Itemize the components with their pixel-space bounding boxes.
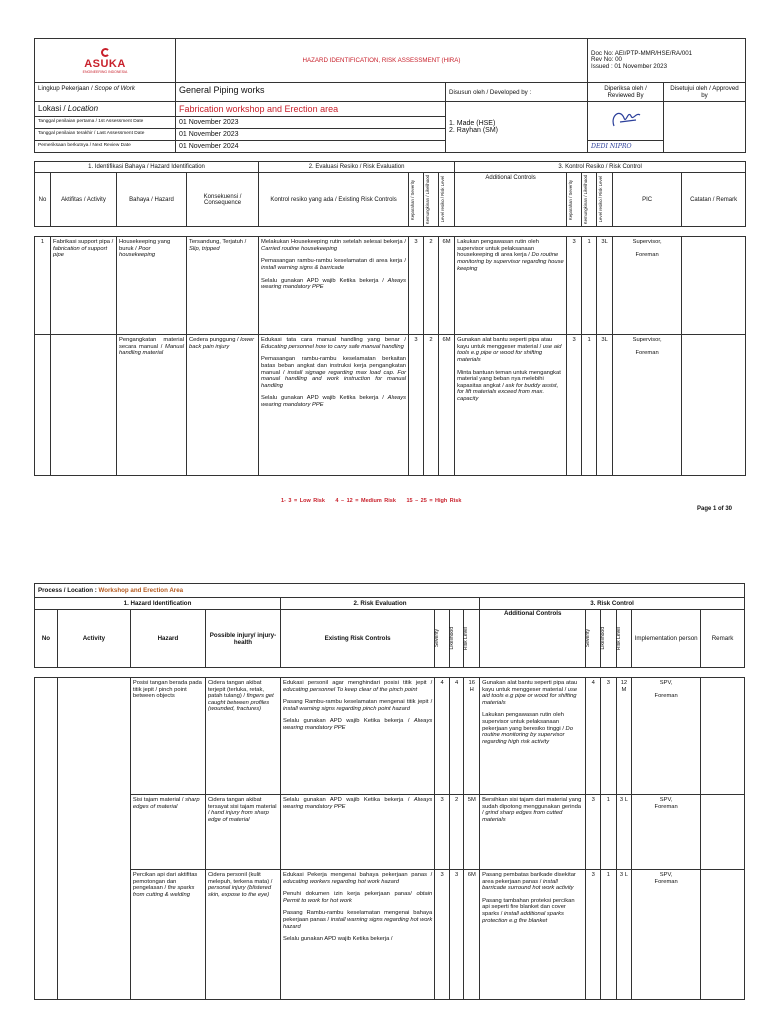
col-remark: Remark	[701, 610, 745, 668]
col-severity: Severity	[434, 629, 441, 648]
reviewed-by-label: Diperiksa oleh / Reviewed By	[588, 83, 664, 102]
asuka-logo-icon	[101, 48, 110, 57]
reviewer-name: DEDI NIPRO	[588, 141, 664, 153]
col-hazard: Bahaya / Hazard	[117, 173, 187, 227]
document-info: Doc No: AEI/PTP-MMR/HSE/RA/001 Rev No: 00 Issued : 01 November 2023	[588, 39, 746, 83]
developers-list: 1. Made (HSE) 2. Rayhan (SM)	[446, 102, 588, 153]
page-2	[34, 583, 745, 1000]
scope-value: General Piping works	[176, 83, 446, 102]
col-consequence: Konsekuensi / Consequence	[187, 173, 259, 227]
col-existing-controls: Existing Risk Controls	[280, 610, 434, 668]
hira-table-page-1	[34, 161, 746, 476]
table-row: Posisi tangan berada pada titik jepit / pinch point between objects Cidera tangan akibat terjepit (terluka, retak, patah tulang) / fingers get caught between profiles (wounded, fractures) Edukasi personil agar menghindari posisi titik jepit / educating personnel To keep clear of the pinch point Pasang Rambu-rambu keselamatan mengenai titik jepit / install warning signs regarding pinch point hazard Selalu gunakan APD wajib Ketika bekerja / Always wearing mandatory PPE 4 4 16 H Gunakan alat bantu seperti pipa atau kayu untuk menggeser material / use aid tools e.g pipe or wood for shifting materials Lakukan pengawasan rutin oleh supervisor untuk pelaksanaan pekerjaan yang beresiko tinggi / Do routine monitoring by supervisor regarding high risk activity 4 3 12 M SPV, Foreman	[35, 678, 745, 795]
col-additional-controls: Additional Controls	[480, 610, 586, 668]
header-table	[34, 38, 746, 153]
col-existing-controls: Kontrol resiko yang ada / Existing Risk Controls	[259, 173, 409, 227]
table-row: Percikan api dari aktifitas pemotongan dan pengelasan / fire sparks from cutting & welding Cidera personil (kulit melepuh, terkena mata) / personal injury (blistered skin, expose to the eye) Edukasi Pekerja mengenai bahaya pekerjaan panas / educating workers regarding hot work hazard Penuhi dokumen izin kerja pekerjaan panas/ obtain Permit to work for hot work Pasang Rambu-rambu keselamatan mengenai bahaya pekerjaan panas / install warning signs regarding hot work hazard Selalu gunakan APD wajib Ketika bekerja / 3 3 6M Pasang pembatas barikade disekitar area pekerjaan panas / install barricade surround hot work activity Pasang tambahan proteksi percikan api seperti fire blanket dan cover sparks / install additional sparks protection e.g fire blanket 3 1 3 L SPV, Foreman	[35, 870, 745, 1000]
col-pic: PIC	[613, 173, 682, 227]
signature-icon	[606, 106, 646, 134]
last-assessment-label: Tanggal penilaian terakhir / Last Assessment Date	[35, 129, 176, 141]
first-assessment-label: Tanggal penilaian pertama / 1st Assessment Date	[35, 117, 176, 129]
developed-by-label: Disusun oleh / Developed by :	[446, 83, 588, 102]
col-implementation-person: Implementation person	[632, 610, 701, 668]
section-risk-control-2: 3. Risk Control	[480, 598, 745, 610]
section-hazard-identification: 1. Identifikasi Bahaya / Hazard Identification	[35, 162, 259, 173]
section-risk-evaluation-2: 2. Risk Evaluation	[280, 598, 479, 610]
col-likelihood: Likelihood	[448, 627, 455, 650]
document-title: HAZARD IDENTIFICATION, RISK ASSESSMENT (HIRA)	[176, 39, 588, 83]
col-likelihood-2: Likelihood	[600, 627, 606, 650]
col-activity: Aktifitas / Activity	[51, 173, 117, 227]
table-row: Pengangkatan material secara manual / Manual handling material Cedera punggung / lower back pain injury Edukasi tata cara manual handling yang benar / Educating personnel how to carry safe manual handling Pemasangan rambu-rambu keselamatan berkaitan batas beban angkat dan instruksi kerja pengangkatan manual / install signage regarding max load cap. For manual handling and work instruction for manual handling Selalu gunakan APD wajib Ketika bekerja / Always wearing mandatory PPE 3 2 6M Gunakan alat bantu seperti pipa atau kayu untuk menggeser material / use aid tools e.g pipe or wood for shifting materials Minta bantuan teman untuk mengangkat material yang beban nya melebihi kapasitas angkat / ask for buddy assist, for lift materials exceed from max. capacity 3 1 3L Supervisor, Foreman	[35, 335, 746, 476]
page-number: Page 1 of 30	[696, 506, 732, 512]
col-activity: Activity	[57, 610, 130, 668]
next-review-label: Pemeriksaan berkutnya / Next Review Date	[35, 141, 176, 153]
approver-signature	[664, 102, 746, 153]
col-additional-controls: Additional Controls	[455, 173, 567, 227]
col-severity-2: Keparahan / Severity	[568, 179, 574, 220]
table-row: Sisi tajam material / sharp edges of material Cidera tangan akibat tersayat sisi tajam material / hand injury from sharp edge of material Selalu gunakan APD wajib Ketika bekerja / Always wearing mandatory PPE 3 2 5M Bersihkan sisi tajam dari material yang sudah dipotong menggunakan gerinda / grind sharp edges from cutted materials 3 1 3 L SPV, Foreman	[35, 795, 745, 870]
col-risk-level-2: Risk Level	[615, 626, 622, 651]
location-label: Lokasi / Location	[35, 102, 176, 117]
last-assessment-value: 01 November 2023	[176, 129, 446, 141]
first-assessment-value: 01 November 2023	[176, 117, 446, 129]
col-risk-level-2: Level resiko / Risk Level	[598, 176, 604, 223]
next-review-value: 01 November 2024	[176, 141, 446, 153]
col-injury: Possible injury/ injury-health	[205, 610, 280, 668]
location-value: Fabrication workshop and Erection area	[176, 102, 446, 117]
process-location: Process / Location : Workshop and Erection Area	[35, 584, 745, 598]
scope-label: Lingkup Pekerjaan / Scope of Work	[35, 83, 176, 102]
col-risk-level: Level resiko / Risk Level	[440, 176, 446, 223]
approved-by-label: Disetujui oleh / Approved by	[664, 83, 746, 102]
hira-table-page-2	[34, 583, 745, 1000]
col-likelihood-2: Kemungkinan / Likelihood	[583, 175, 589, 225]
section-risk-evaluation: 2. Evaluasi Resiko / Risk Evaluation	[259, 162, 455, 173]
col-severity: Keparahan / Severity	[410, 179, 416, 220]
col-remark: Catatan / Remark	[682, 173, 746, 227]
section-risk-control: 3. Kontrol Resiko / Risk Control	[455, 162, 746, 173]
col-no: No	[35, 173, 51, 227]
company-logo: ASUKA ENGINEERING INDONESIA	[35, 39, 176, 83]
col-severity-2: Severity	[585, 629, 592, 648]
col-likelihood: Kemungkinan / Likelihood	[425, 175, 431, 225]
page-1	[34, 38, 745, 476]
col-hazard: Hazard	[130, 610, 205, 668]
reviewer-signature	[588, 102, 664, 141]
risk-legend: 1- 3 = Low Risk 4 – 12 = Medium Risk 15 – 25 = High Risk	[281, 498, 462, 504]
table-row: 1 Fabrikasi support pipa / fabrication of support pipe Housekeeping yang buruk / Poor housekeeping Tersandung, Terjatuh / Slip, tripped Melakukan Housekeeping rutin setelah selesai bekerja / Carried routine housekeeping Pemasangan rambu-rambu keselamatan di area kerja / install warning signs & barricade Selalu gunakan APD wajib Ketika bekerja / Always wearing mandatory PPE 3 2 6M Lakukan pengawasan rutin oleh supervisor untuk pelaksanaan housekeeping di area kerja / Do routine monitoring by supervisor regarding house keeping 3 1 3L Supervisor, Foreman	[35, 237, 746, 335]
section-hazard-identification-2: 1. Hazard Identification	[35, 598, 281, 610]
col-no: No	[35, 610, 58, 668]
col-risk-level: Risk Level	[463, 626, 470, 651]
